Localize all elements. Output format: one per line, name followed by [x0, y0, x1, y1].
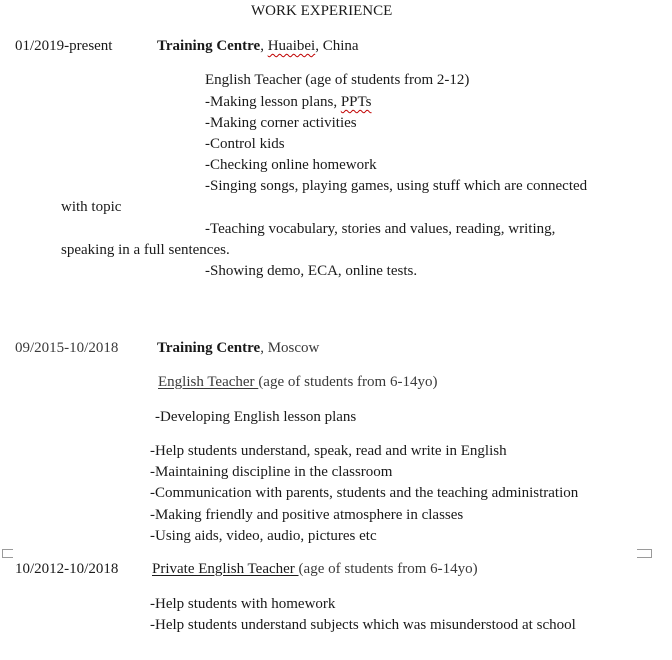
- job3-position-age: (age of students from 6-14yo): [298, 561, 478, 577]
- job3-duty-1: -Help students with homework: [150, 596, 336, 612]
- job2-duty-1: -Developing English lesson plans: [155, 409, 357, 425]
- job2-position-age: (age of students from 6-14yo): [258, 374, 438, 390]
- job3-position: [152, 561, 478, 578]
- job2-position-title: English Teacher: [158, 374, 259, 390]
- job1-duty-5b: with topic: [61, 199, 122, 215]
- job2-loc: , Moscow: [260, 340, 320, 356]
- job2-duty-2: -Help students understand, speak, read and write in English: [150, 443, 507, 459]
- job2-duty-3: -Maintaining discipline in the classroom: [150, 464, 393, 480]
- job1-org: Training Centre: [157, 38, 261, 54]
- job3-duty-2: -Help students understand subjects which was misunderstood at school: [150, 617, 576, 633]
- job1-duty-6a: -Teaching vocabulary, stories and values, reading, writing,: [205, 221, 556, 237]
- job1-employer: [157, 38, 359, 55]
- job2-duty-4: -Communication with parents, students and the teaching administration: [150, 485, 579, 501]
- job1-duty-1: [205, 94, 371, 111]
- job1-duty-7: -Showing demo, ECA, online tests.: [205, 263, 418, 279]
- job2-org: Training Centre: [157, 340, 261, 356]
- job1-dates: 01/2019-present: [15, 38, 113, 54]
- job2-duty-6: -Using aids, video, audio, pictures etc: [150, 528, 377, 544]
- job1-city: Huaibei: [267, 38, 316, 54]
- job1-duty-3: -Control kids: [205, 136, 285, 152]
- job2-employer: [157, 340, 319, 357]
- job1-position: English Teacher (age of students from 2-12): [205, 72, 470, 88]
- job2-position: [158, 374, 437, 391]
- job1-sep: ,: [260, 38, 268, 54]
- table-boundary-marker-right: [637, 549, 652, 558]
- job2-dates: 09/2015-10/2018: [15, 340, 119, 356]
- job3-dates: 10/2012-10/2018: [15, 561, 119, 577]
- section-heading: WORK EXPERIENCE: [251, 3, 393, 19]
- table-boundary-marker-left: [2, 549, 13, 558]
- job1-country: , China: [315, 38, 359, 54]
- job1-duty-2: -Making corner activities: [205, 115, 357, 131]
- job3-position-title: Private English Teacher: [152, 561, 299, 577]
- job1-duty-4: -Checking online homework: [205, 157, 377, 173]
- job1-duty-5a: -Singing songs, playing games, using stuff which are connected: [205, 178, 588, 194]
- job1-duty-6b: speaking in a full sentences.: [61, 242, 230, 258]
- job2-duty-5: -Making friendly and positive atmosphere in classes: [150, 507, 464, 523]
- job1-duty-1-text: -Making lesson plans,: [205, 94, 341, 110]
- job1-duty-1-ppts: PPTs: [340, 94, 372, 110]
